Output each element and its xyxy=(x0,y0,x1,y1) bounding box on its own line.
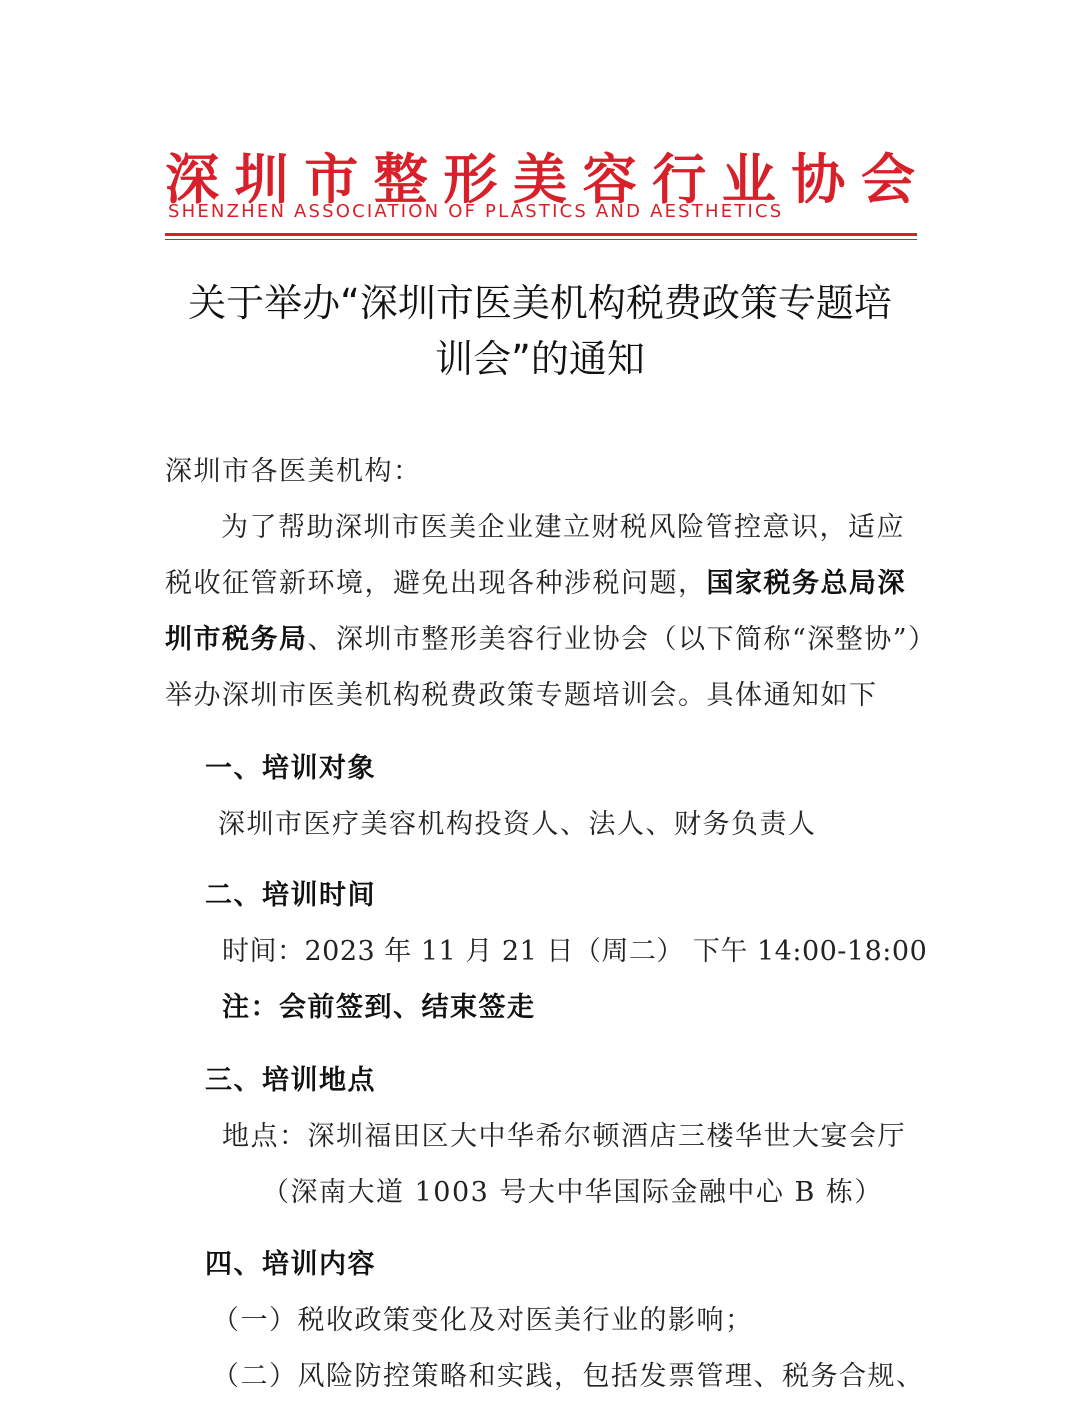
intro-line-4: 举办深圳市医美机构税费政策专题培训会。具体通知如下 xyxy=(165,680,878,711)
org-name-char: 协 xyxy=(791,148,846,211)
section-4-heading: 四、培训内容 xyxy=(205,1249,376,1280)
salutation: 深圳市各医美机构： xyxy=(165,456,422,487)
section-3-heading: 三、培训地点 xyxy=(205,1065,376,1096)
intro-line-3 xyxy=(165,620,937,660)
header-rule-thick xyxy=(165,233,917,236)
section-3-address: （深南大道 1003 号大中华国际金融中心 B 栋） xyxy=(262,1177,883,1208)
notice-title-line2: 训会”的通知 xyxy=(435,337,645,381)
intro-bold-tax-bureau: 国家税务总局深 xyxy=(706,568,906,599)
section-2-time: 时间：2023 年 11 月 21 日（周二） 下午 14:00-18:00 xyxy=(222,936,928,967)
section-2-note: 注：会前签到、结束签走 xyxy=(222,992,536,1023)
org-name-char: 市 xyxy=(304,148,359,211)
org-name-char: 容 xyxy=(582,148,637,211)
section-3-place: 地点：深圳福田区大中华希尔顿酒店三楼华世大宴会厅 xyxy=(222,1121,906,1152)
section-1-body: 深圳市医疗美容机构投资人、法人、财务负责人 xyxy=(218,809,817,840)
section-4-item-2: （二）风险防控策略和实践，包括发票管理、税务合规、 xyxy=(212,1361,925,1392)
org-name-english: SHENZHEN ASSOCIATION OF PLASTICS AND AESTHETICS xyxy=(168,201,784,222)
section-4-item-1: （一）税收政策变化及对医美行业的影响； xyxy=(212,1305,754,1336)
intro-bold-tax-bureau-cont: 圳市税务局 xyxy=(165,624,308,655)
org-name-char: 圳 xyxy=(234,148,289,211)
intro-line-2 xyxy=(165,564,906,604)
section-1-heading: 一、培训对象 xyxy=(205,753,376,784)
org-name-char: 美 xyxy=(512,148,567,211)
org-name-char: 形 xyxy=(443,148,498,211)
org-name-char: 深 xyxy=(165,148,219,211)
org-name-char: 整 xyxy=(373,148,428,211)
org-name-char: 业 xyxy=(721,148,776,211)
notice-title-line1: 关于举办“深圳市医美机构税费政策专题培 xyxy=(188,281,892,325)
intro-line-1: 为了帮助深圳市医美企业建立财税风险管控意识，适应 xyxy=(221,512,905,543)
org-name-char: 行 xyxy=(652,148,707,211)
section-2-heading: 二、培训时间 xyxy=(205,880,376,911)
header-rule-thin xyxy=(165,239,917,240)
intro-line-2-text: 税收征管新环境，避免出现各种涉税问题， xyxy=(165,568,707,599)
intro-line-3-text: 、深圳市整形美容行业协会（以下简称“深整协”） xyxy=(307,624,937,655)
org-name-char: 会 xyxy=(860,148,915,211)
